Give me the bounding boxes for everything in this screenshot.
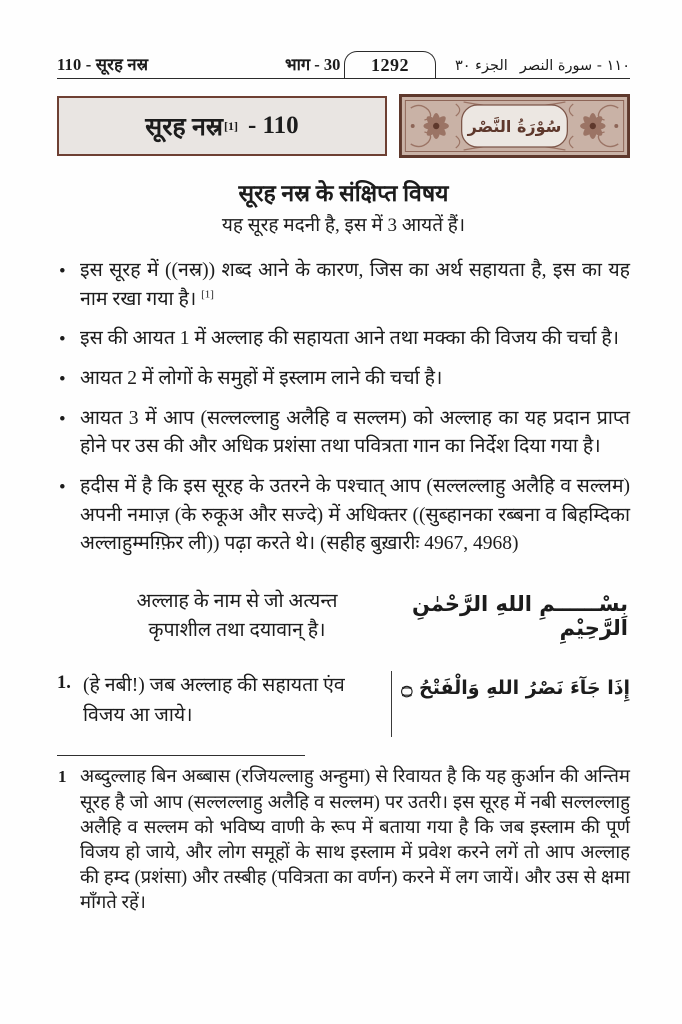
header-part-label: भाग - 30 [285, 55, 341, 74]
bismillah-hindi: अल्लाह के नाम से जो अत्यन्त कृपाशील तथा दयावान् है। [136, 590, 338, 642]
page-content [57, 0, 630, 916]
footnote-number: 1 [58, 767, 67, 787]
footnote [57, 765, 630, 916]
page-number-tab: 1292 [344, 51, 436, 78]
surah-title-box [57, 96, 387, 156]
verse-arabic: إِذَا جَآءَ نَصْرُ اللهِ وَالْفَتْحُ ۝ [401, 677, 630, 700]
header-juz-arabic: الجزء ٣٠ [455, 58, 508, 74]
list-item: • आयत 3 में आप (सल्लल्लाहु अलैहि व सल्लम) को अल्लाह का यह प्रदान प्राप्त होने पर उस की और अधिक प्रशंसा तथा पवित्रता गान का निर्देश दिया गया है। [57, 405, 630, 462]
footnote-ref: [1] [201, 288, 214, 301]
surah-title-footnote-ref: [1] [223, 118, 238, 133]
list-item: • हदीस में है कि इस सूरह के उतरने के पश्चात् आप (सल्लल्लाहु अलैहि व सल्लम) अपनी नमाज़ (के रुकूअ और सज्दे) में अधिक्तर ((सुब्हानका रब्बना व बिहम्दिका अल्लाहुम्मग़्फ़िर ली)) पढ़ा करते थे। (सहीह बुख़ारीः 4967, 4968) [57, 473, 630, 559]
summary-heading: सूरह नस्र के संक्षिप्त विषय [238, 181, 449, 206]
bismillah-row [57, 587, 630, 646]
footnote-separator [57, 755, 305, 756]
summary-bullet-list [57, 257, 630, 559]
verse-translation-hindi: (हे नबी!) जब अल्लाह की सहायता एंव विजय आ जाये। [83, 675, 345, 726]
surah-title-arabic-calligraphy: سُوْرَةُ النَّصْر [467, 116, 562, 136]
bismillah-arabic-calligraphy: بِسْــــــمِ اللهِ الرَّحْمٰنِ الرَّحِيْمِ [411, 592, 628, 641]
title-banner-row [57, 94, 630, 158]
verse-row [57, 671, 630, 737]
verse-number: 1. [57, 673, 71, 694]
list-item: • इस की आयत 1 में अल्लाह की सहायता आने तथा मक्का की विजय की चर्चा है। [57, 325, 630, 354]
header-surah-title-hindi: 110 - सूरह नस्र [57, 55, 149, 74]
ornamental-arabic-panel [399, 94, 630, 158]
summary-subheading: यह सूरह मदनी है, इस में 3 आयतें हैं। [221, 215, 466, 236]
list-item: • इस सूरह में ((नस्र)) शब्द आने के कारण, जिस का अर्थ सहायता है, इस का यह नाम रखा गया है। [1] [57, 257, 630, 314]
footnote-text: अब्दुल्लाह बिन अब्बास (रजियल्लाहु अन्हुमा) से रिवायत है कि यह क़ुर्आन की अन्तिम सूरह है जो आप (सल्लल्लाहु अलैहि व सल्लम) पर उतरी। इस सूरह में नबी सल्लल्लाहु अलैहि व सल्लम को भविष्य वाणी के रूप में बताया गया है कि जब इस्लाम की पूर्ण विजय हो जाये, और लोग समूहों के साथ इस्लाम में प्रवेश करने लगें तो आप अल्लाह की हम्द (प्रशंसा) और तस्बीह (पवित्रता का वर्णन) करने में लग जायें। और उस से क्षमा माँगते रहें। [80, 767, 630, 914]
running-header [57, 49, 630, 79]
header-surah-title-arabic: ١١٠ - سورة النصر [519, 58, 630, 74]
surah-title-hindi: सूरह नस्र [145, 114, 223, 141]
surah-number: - 110 [247, 112, 299, 139]
list-item: • आयत 2 में लोगों के समुहों में इस्लाम लाने की चर्चा है। [57, 365, 630, 394]
